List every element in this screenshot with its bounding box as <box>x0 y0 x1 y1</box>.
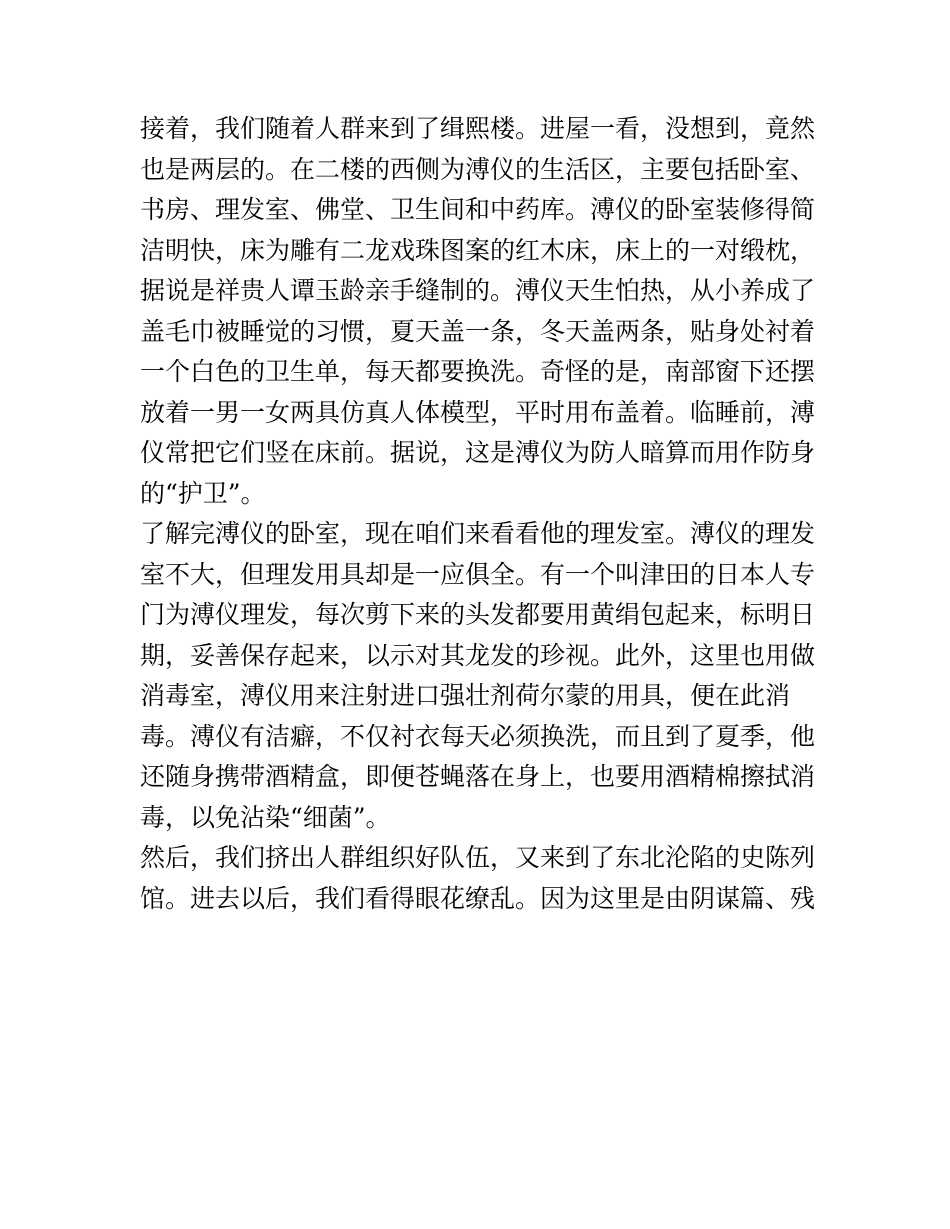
text-line: 门为溥仪理发，每次剪下来的头发都要用黄绢包起来，标明日 <box>140 600 816 629</box>
text-line: 据说是祥贵人谭玉龄亲手缝制的。溥仪天生怕热，从小养成了 <box>140 276 816 305</box>
text-line: 书房、理发室、佛堂、卫生间和中药库。溥仪的卧室装修得简 <box>140 195 816 224</box>
text-line: 还随身携带酒精盒，即便苍蝇落在身上，也要用酒精棉擦拭消 <box>140 762 816 791</box>
text-line: 洁明快，床为雕有二龙戏珠图案的红木床，床上的一对缎枕， <box>140 235 816 265</box>
text-line: 的“护卫”。 <box>140 478 266 508</box>
text-line: 了解完溥仪的卧室，现在咱们来看看他的理发室。溥仪的理发 <box>140 519 816 548</box>
text-line: 放着一男一女两具仿真人体模型，平时用布盖着。临睡前，溥 <box>140 397 816 427</box>
text-line: 毒。溥仪有洁癖，不仅衬衣每天必须换洗，而且到了夏季，他 <box>140 721 816 751</box>
text-line: 也是两层的。在二楼的西侧为溥仪的生活区，主要包括卧室、 <box>140 154 816 184</box>
text-line: 盖毛巾被睡觉的习惯，夏天盖一条，冬天盖两条，贴身处衬着 <box>140 316 816 346</box>
text-line: 毒，以免沾染“细菌”。 <box>140 802 391 832</box>
text-line: 馆。进去以后，我们看得眼花缭乱。因为这里是由阴谋篇、残 <box>140 883 816 913</box>
text-line: 期，妥善保存起来，以示对其龙发的珍视。此外，这里也用做 <box>140 640 816 670</box>
text-line: 消毒室，溥仪用来注射进口强壮剂荷尔蒙的用具，便在此消 <box>140 681 791 710</box>
text-line: 然后，我们挤出人群组织好队伍，又来到了东北沦陷的史陈列 <box>140 843 816 872</box>
text-line: 一个白色的卫生单，每天都要换洗。奇怪的是，南部窗下还摆 <box>140 357 816 386</box>
text-line: 室不大，但理发用具却是一应俱全。有一个叫津田的日本人专 <box>140 559 816 589</box>
text-line: 接着，我们随着人群来到了缉熙楼。进屋一看，没想到，竟然 <box>140 114 816 143</box>
text-line: 仪常把它们竖在床前。据说，这是溥仪为防人暗算而用作防身 <box>140 438 816 467</box>
body-text <box>140 109 820 919</box>
